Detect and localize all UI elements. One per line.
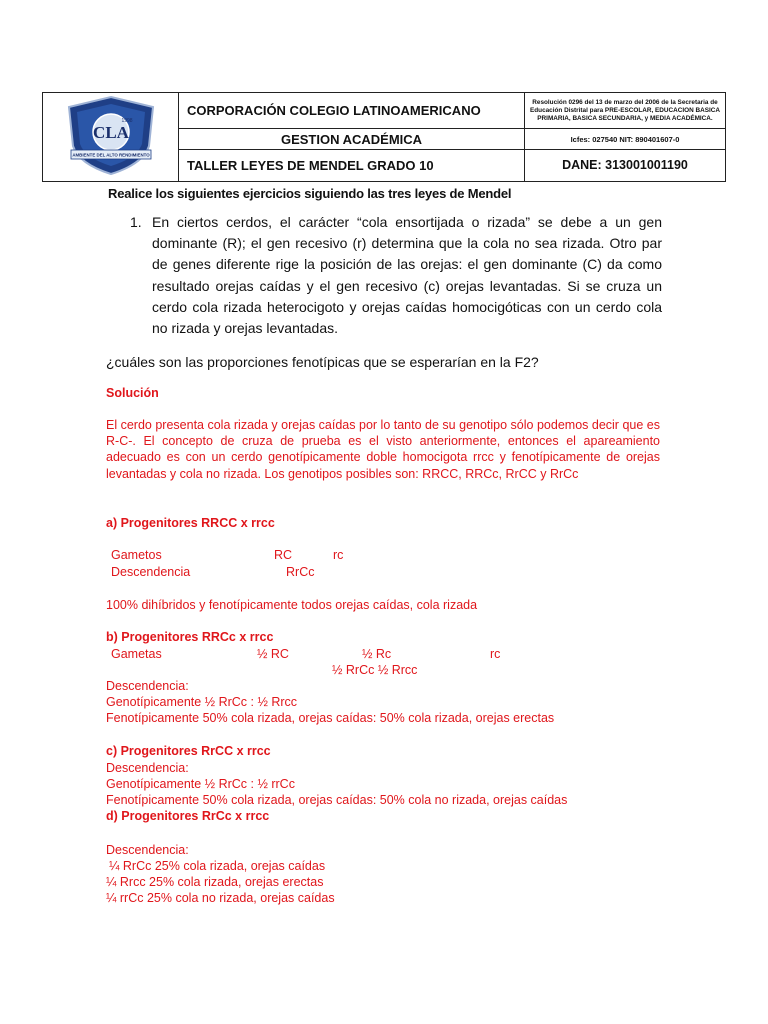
logo-cell: [43, 93, 179, 182]
section-d-offspring-label: Descendencia:: [106, 843, 189, 857]
section-c-genotype: Genotípicamente ½ RrCc : ½ rrCc: [106, 777, 295, 791]
school-shield-logo: [61, 94, 161, 176]
icfes-nit: Icfes: 027540 NIT: 890401607-0: [525, 129, 726, 149]
header-table: [42, 92, 726, 182]
area-name: GESTION ACADÉMICA: [179, 129, 525, 149]
section-d-line-1: ¼ RrCc 25% cola rizada, orejas caídas: [109, 859, 326, 873]
section-a-title: a) Progenitores RRCC x rrcc: [106, 516, 275, 530]
section-a-offspring-label: Descendencia: [111, 565, 191, 579]
resolution-text: Resolución 0296 del 13 de marzo del 2006 de la Secretaria de Educación Distrital para PRE-ESCOLAR, EDUCACION BASICA PRIMARIA, BASICA SECUNDARIA, y MEDIA ACADÉMICA.: [525, 93, 726, 129]
exercise-number: 1.: [130, 214, 142, 230]
section-a-result: 100% dihíbridos y fenotípicamente todos orejas caídas, cola rizada: [106, 598, 478, 612]
section-d-title: d) Progenitores RrCc x rrcc: [106, 809, 270, 823]
section-d-line-2: ¼ Rrcc 25% cola rizada, orejas erectas: [106, 875, 324, 889]
section-a-gametes-label: Gametos: [111, 548, 162, 562]
logo-initials: CLA: [92, 122, 129, 142]
section-b-phenotype: Fenotípicamente 50% cola rizada, orejas caídas: 50% cola rizada, orejas erectas: [106, 711, 555, 725]
workshop-title: TALLER LEYES DE MENDEL GRADO 10: [179, 149, 525, 181]
question: ¿cuáles son las proporciones fenotípicas que se esperarían en la F2?: [106, 354, 539, 370]
school-name: CORPORACIÓN COLEGIO LATINOAMERICANO: [179, 93, 525, 129]
section-b-gamete-2: ½ Rc: [362, 647, 392, 661]
solution-paragraph: El cerdo presenta cola rizada y orejas caídas por lo tanto de su genotipo sólo podemos decir que es R-C-. El concepto de cruza de prueba es el visto anteriormente, entonces el apareamiento adecuado es con un cerdo genotípicamente doble homocigota rrcc y fenotípicamente de orejas levantadas y cola no rizada. Los genotipos posibles son: RRCC, RRCc, RrCC y RrCc: [106, 418, 660, 481]
section-c-offspring-label: Descendencia:: [106, 761, 189, 775]
logo-year: 1998: [120, 117, 133, 124]
section-d-line-3: ¼ rrCc 25% cola no rizada, orejas caídas: [106, 891, 335, 905]
section-b-gamete-1: ½ RC: [257, 647, 289, 661]
section-c-title: c) Progenitores RrCC x rrcc: [106, 744, 271, 758]
section-b-offspring-label: Descendencia:: [106, 679, 189, 693]
solution-title: Solución: [106, 386, 159, 400]
section-b-gamete-3: rc: [490, 647, 501, 661]
section-c-phenotype: Fenotípicamente 50% cola rizada, orejas caídas: 50% cola no rizada, orejas caídas: [106, 793, 568, 807]
logo-band: AMBIENTE DEL ALTO RENDIMIENTO: [71, 152, 150, 157]
section-b-cross: ½ RrCc ½ Rrcc: [332, 663, 418, 677]
dane-code: DANE: 313001001190: [525, 149, 726, 181]
section-b-genotype: Genotípicamente ½ RrCc : ½ Rrcc: [106, 695, 298, 709]
section-a-gamete-2: rc: [333, 548, 344, 562]
section-a-offspring: RrCc: [286, 565, 315, 579]
instructions: Realice los siguientes ejercicios siguiendo las tres leyes de Mendel: [108, 186, 512, 201]
exercise-1: [130, 212, 662, 339]
section-b-title: b) Progenitores RRCc x rrcc: [106, 630, 274, 644]
section-a-gamete-1: RC: [274, 548, 293, 562]
exercise-text: En ciertos cerdos, el carácter “cola ensortijada o rizada” se debe a un gen dominante (R); el gen recesivo (r) determina que la cola no sea rizada. Otro par de genes diferente rige la posición de las orejas: el gen dominante (C) da como resultado orejas caídas y el gen recesivo (c) orejas levantadas. Si se cruza un cerdo cola rizada heterocigoto y orejas caídas homocigóticas con un cerdo cola no rizada y orejas levantadas.: [152, 214, 662, 337]
section-b-gametes-label: Gametas: [111, 647, 162, 661]
